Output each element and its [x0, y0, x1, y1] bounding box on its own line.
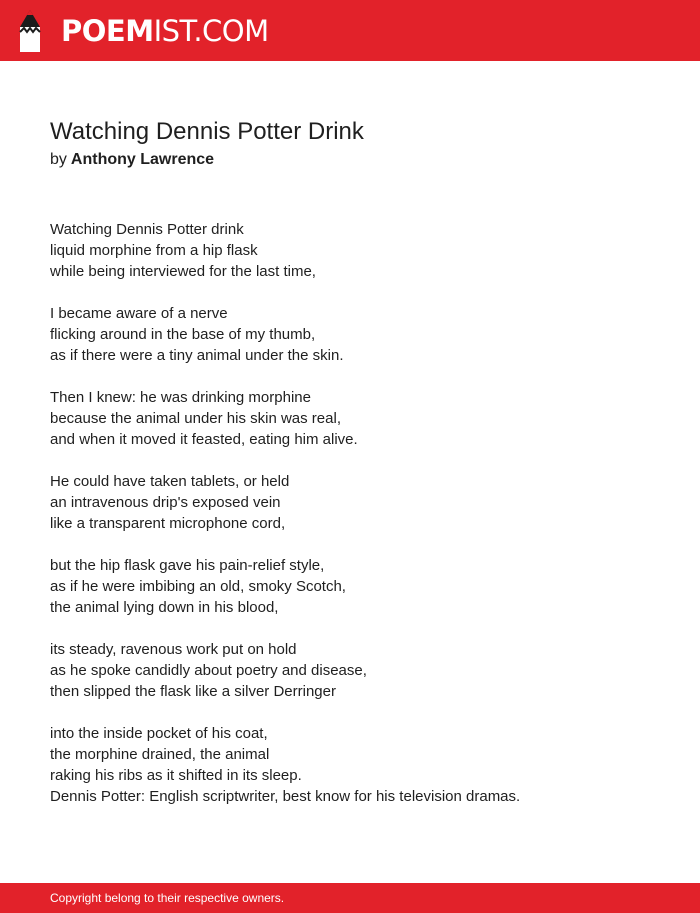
- brand-name-bold: POEM: [61, 14, 154, 48]
- poem-header: [50, 117, 650, 171]
- poem-author: Anthony Lawrence: [70, 151, 215, 168]
- poem-line: because the animal under his skin was real,: [50, 410, 341, 427]
- poem-line: into the inside pocket of his coat,: [50, 725, 268, 742]
- poem-line: as if there were a tiny animal under the skin.: [50, 347, 344, 364]
- site-header: [0, 0, 700, 61]
- poem-stanza: [50, 639, 670, 702]
- poem-stanza: [50, 387, 670, 450]
- poem-stanza: [50, 723, 670, 807]
- poem-line: flicking around in the base of my thumb,: [50, 326, 316, 343]
- poem-stanza: [50, 471, 670, 534]
- copyright-notice: Copyright belong to their respective owners.: [50, 891, 285, 905]
- poem-body: [50, 219, 670, 828]
- site-footer: [0, 883, 700, 913]
- site-brand-name: [61, 10, 269, 52]
- poem-line: I became aware of a nerve: [50, 305, 228, 322]
- poem-line: then slipped the flask like a silver Derringer: [50, 683, 336, 700]
- poem-line: liquid morphine from a hip flask: [50, 242, 258, 259]
- poem-line: as if he were imbibing an old, smoky Scotch,: [50, 578, 346, 595]
- poem-line: the morphine drained, the animal: [50, 746, 270, 763]
- poem-note: Dennis Potter: English scriptwriter, best know for his television dramas.: [50, 788, 521, 805]
- poem-line: like a transparent microphone cord,: [50, 515, 286, 532]
- by-label: by: [50, 151, 67, 168]
- poem-line: as he spoke candidly about poetry and disease,: [50, 662, 367, 679]
- poem-line: while being interviewed for the last time,: [50, 263, 316, 280]
- poem-title: Watching Dennis Potter Drink: [50, 118, 364, 145]
- poem-stanza: [50, 303, 670, 366]
- poem-line: an intravenous drip's exposed vein: [50, 494, 281, 511]
- site-logo-link[interactable]: [18, 10, 269, 52]
- poem-line: Watching Dennis Potter drink: [50, 221, 244, 238]
- pencil-icon: [18, 10, 42, 52]
- poem-line: raking his ribs as it shifted in its sleep.: [50, 767, 302, 784]
- poem-byline: [50, 149, 650, 171]
- poem-line: and when it moved it feasted, eating him alive.: [50, 431, 358, 448]
- poem-line: but the hip flask gave his pain-relief style,: [50, 557, 325, 574]
- brand-name-light: IST.COM: [153, 14, 269, 48]
- poem-line: its steady, ravenous work put on hold: [50, 641, 297, 658]
- poem-stanza: [50, 555, 670, 618]
- poem-line: the animal lying down in his blood,: [50, 599, 279, 616]
- poem-line: He could have taken tablets, or held: [50, 473, 290, 490]
- poem-line: Then I knew: he was drinking morphine: [50, 389, 311, 406]
- poem-stanza: [50, 219, 670, 282]
